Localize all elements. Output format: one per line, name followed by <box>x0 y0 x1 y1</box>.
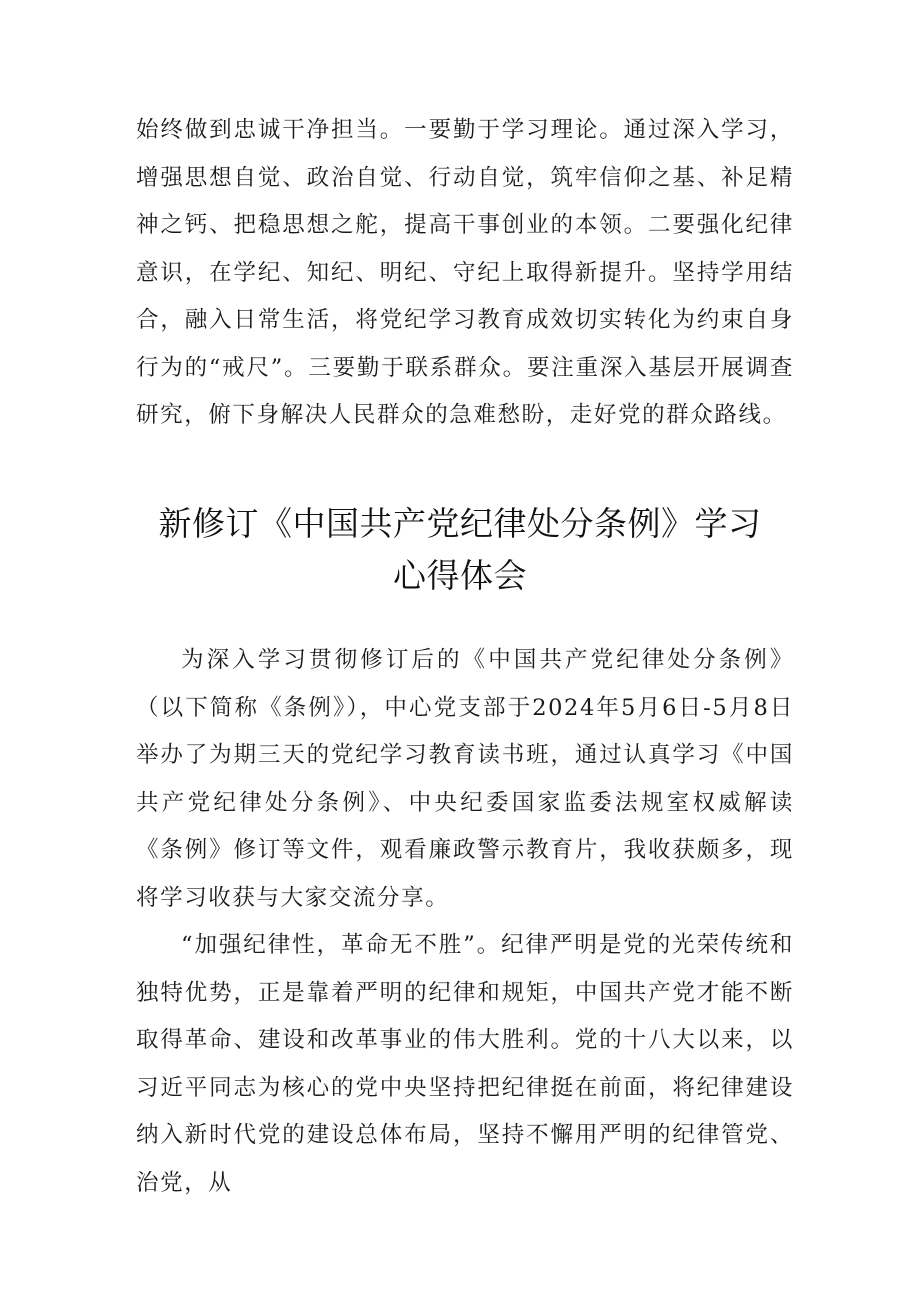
paragraph-intro: 为深入学习贯彻修订后的《中国共产党纪律处分条例》（以下简称《条例》），中心党支部于2024年5月6日-5月8日举办了为期三天的党纪学习教育读书班，通过认真学习《中国共产党纪律处分条例》、中央纪委国家监委法规室权威解读《条例》修订等文件，观看廉政警示教育片，我收获颇多，现将学习收获与大家交流分享。 <box>136 647 794 911</box>
title-line-2: 心得体会 <box>393 556 527 595</box>
paragraph-continued: 始终做到忠诚干净担当。一要勤于学习理论。通过深入学习，增强思想自觉、政治自觉、行动自觉，筑牢信仰之基、补足精神之钙、把稳思想之舵，提高干事创业的本领。二要强化纪律意识，在学纪、知纪、明纪、守纪上取得新提升。坚持学用结合，融入日常生活，将党纪学习教育成效切实转化为约束自身行为的“戒尺”。三要勤于联系群众。要注重深入基层开展调查研究，俯下身解决人民群众的急难愁盼，走好党的群众路线。 <box>136 117 794 428</box>
article-title <box>100 498 820 602</box>
paragraph-discipline: “加强纪律性，革命无不胜”。纪律严明是党的光荣传统和独特优势，正是靠着严明的纪律和规矩，中国共产党才能不断取得革命、建设和改革事业的伟大胜利。党的十八大以来，以习近平同志为核心的党中央坚持把纪律挺在前面，将纪律建设纳入新时代党的建设总体布局，坚持不懈用严明的纪律管党、治党，从 <box>136 932 794 1196</box>
title-line-1: 新修订《中国共产党纪律处分条例》学习 <box>158 504 762 543</box>
